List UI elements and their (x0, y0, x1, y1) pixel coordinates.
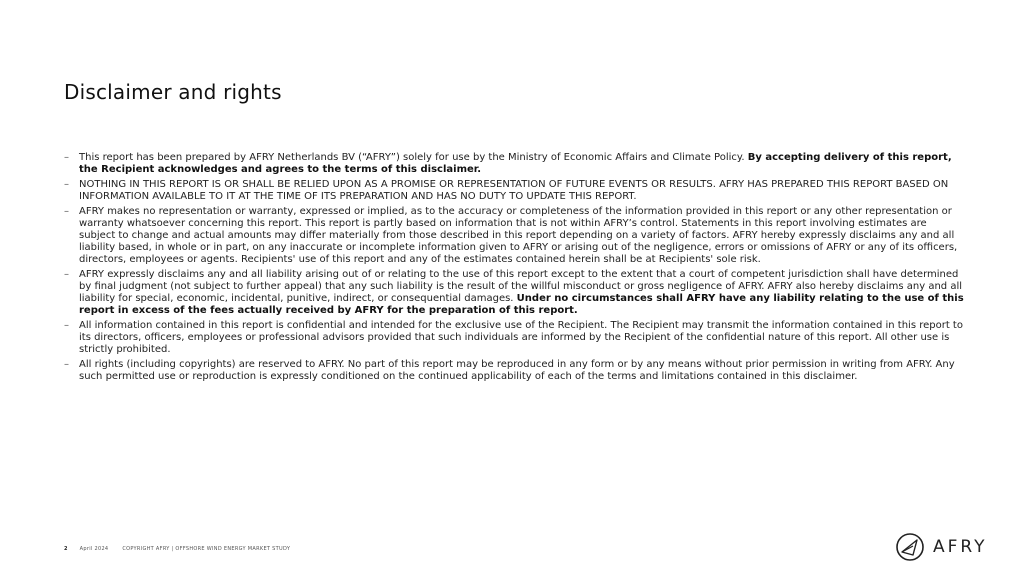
bullet-dash: – (64, 206, 69, 217)
logo-wordmark: AFRY (933, 537, 988, 557)
page-number: 2 (64, 546, 68, 552)
paragraph-bold-text: By accepting delivery of this report, the Recipient acknowledges and agrees to the terms of this disclaimer. (79, 152, 952, 175)
bullet-dash: – (64, 179, 69, 190)
paragraph-text: AFRY makes no representation or warranty, expressed or implied, as to the accuracy or completeness of the information provided in this report or any other representation or warranty whatsoever concerning this report. This report is partly based on information that is not within AFRY’s control. Statements in this report involving estimates are subject to change and actual amounts may differ materially from those described in this report depending on a variety of factors. AFRY hereby expressly disclaims any and all liability based, in whole or in part, on any inaccurate or incomplete information given to AFRY or arising out of the negligence, errors or omissions of AFRY or any of its officers, directors, employees or agents. Recipients' use of this report and any of the estimates contained herein shall be at Recipients' sole risk. (79, 206, 958, 265)
bullet-dash: – (64, 269, 69, 280)
disclaimer-paragraph (64, 359, 964, 383)
disclaimer-paragraph (64, 320, 964, 356)
paragraph-bold-text: Under no circumstances shall AFRY have any liability relating to the use of this report in excess of the fees actually received by AFRY for the preparation of this report. (79, 293, 964, 316)
paragraph-text: AFRY expressly disclaims any and all liability arising out of or relating to the use of this report except to the extent that a court of competent jurisdiction shall have determined by final judgment (not subject to further appeal) that any such liability is the result of the willful misconduct or gross negligence of AFRY. AFRY also hereby disclaims any and all liability for special, economic, incidental, punitive, indirect, or consequential damages. (79, 269, 963, 304)
disclaimer-paragraph (64, 206, 964, 266)
disclaimer-paragraph (64, 179, 964, 203)
paragraph-text: NOTHING IN THIS REPORT IS OR SHALL BE RELIED UPON AS A PROMISE OR REPRESENTATION OF FUTURE EVENTS OR RESULTS. AFRY HAS PREPARED THIS REPORT BASED ON INFORMATION AVAILABLE TO IT AT THE TIME OF ITS PREPARATION AND HAS NO DUTY TO UPDATE THIS REPORT. (79, 179, 949, 202)
paragraph-text: All rights (including copyrights) are reserved to AFRY. No part of this report may be reproduced in any form or by any means without prior permission in writing from AFRY. Any such permitted use or reproduction is expressly conditioned on the continued applicability of each of the terms and limitations contained in this disclaimer. (79, 359, 955, 382)
paragraph-text: This report has been prepared by AFRY Netherlands BV (“AFRY”) solely for use by the Ministry of Economic Affairs and Climate Policy. (79, 152, 748, 163)
footer-copyright: COPYRIGHT AFRY | OFFSHORE WIND ENERGY MARKET STUDY (122, 546, 291, 552)
disclaimer-paragraph (64, 152, 964, 176)
page-title: Disclaimer and rights (64, 80, 282, 104)
bullet-dash: – (64, 152, 69, 163)
bullet-dash: – (64, 320, 69, 331)
bullet-dash: – (64, 359, 69, 370)
paragraph-text: All information contained in this report is confidential and intended for the exclusive use of the Recipient. The Recipient may transmit the information contained in this report to its directors, officers, employees or professional advisors provided that such individuals are informed by the Recipient of the confidential nature of this report. All other use is strictly prohibited. (79, 320, 963, 355)
afry-logo-icon (895, 532, 925, 562)
afry-logo (895, 532, 988, 562)
disclaimer-paragraph (64, 269, 964, 317)
footer-date: April 2024 (79, 546, 109, 552)
footer (64, 546, 290, 552)
disclaimer-list (64, 152, 964, 386)
